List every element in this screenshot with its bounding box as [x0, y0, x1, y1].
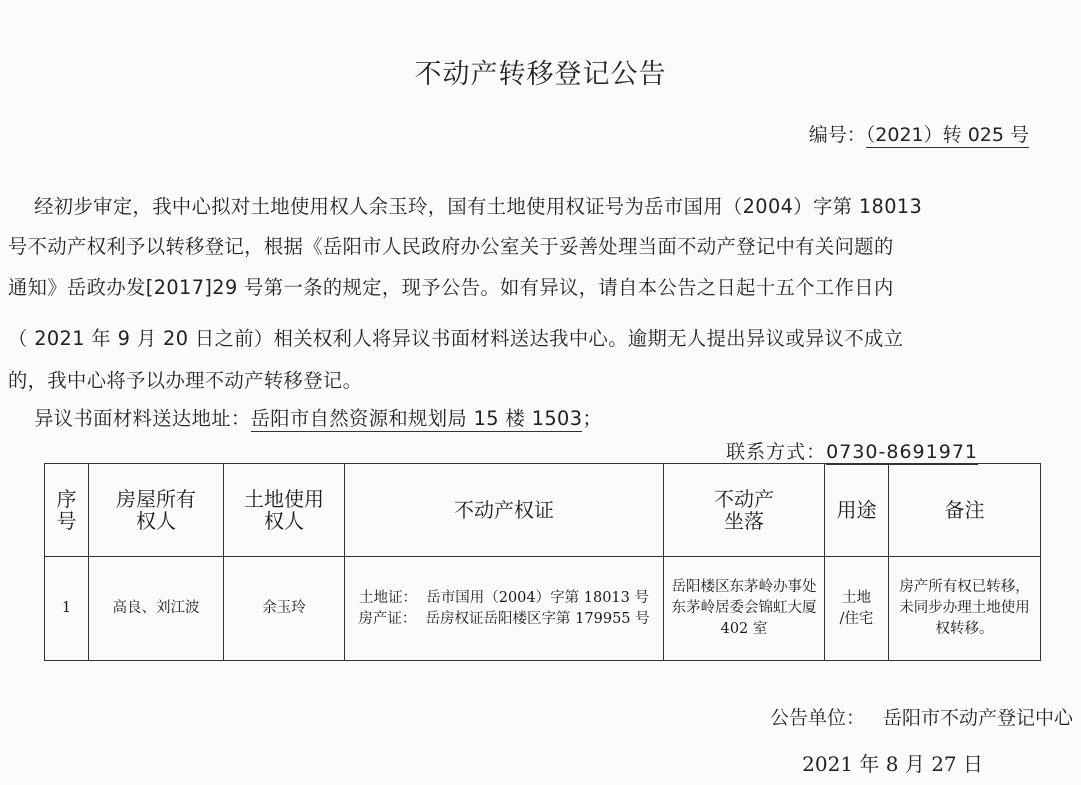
header-land-user: 土地使用 权人	[224, 464, 345, 557]
header-usage: 用途	[825, 464, 889, 557]
cell-certificate	[345, 557, 664, 661]
cell-location: 岳阳楼区东茅岭办事处东茅岭居委会锦虹大厦 402 室	[664, 557, 825, 661]
header-certificate: 不动产权证	[345, 464, 664, 557]
body-line-1: 经初步审定，我中心拟对土地使用权人余玉玲，国有土地使用权证号为岳市国用（2004）字第 18013	[8, 195, 923, 218]
objection-address-suffix: ；	[582, 407, 603, 430]
objection-address-value: 岳阳市自然资源和规划局 15 楼 1503	[250, 407, 583, 430]
document-number	[809, 120, 1029, 147]
document-number-label: 编号：	[808, 124, 866, 146]
issuer-name: 岳阳市不动产登记中心	[882, 707, 1073, 729]
house-certificate: 房产证： 岳房权证岳阳楼区字第 179955 号	[358, 610, 650, 627]
page-title: 不动产转移登记公告	[414, 59, 667, 90]
body-line-3: 通知》岳政办发[2017]29 号第一条的规定，现予公告。如有异议，请自本公告之日起十五个工作日内	[8, 276, 894, 299]
objection-address	[8, 403, 1038, 431]
issuer-label: 公告单位：	[769, 707, 865, 729]
body-line-5: 的，我中心将予以办理不动产转移登记。	[8, 369, 363, 392]
header-location: 不动产 坐落	[664, 464, 825, 557]
contact-label: 联系方式：	[726, 441, 827, 463]
contact-info	[726, 437, 978, 464]
cell-usage: 土地 /住宅	[825, 557, 889, 661]
cell-remark: 房产所有权已转移，未同步办理土地使用权转移。	[889, 557, 1041, 661]
objection-address-label: 异议书面材料送达地址：	[8, 407, 251, 430]
header-remark: 备注	[889, 464, 1041, 557]
header-house-owner: 房屋所有 权人	[89, 464, 224, 557]
cell-seq: 1	[45, 557, 89, 661]
issue-date: 2021 年 8 月 27 日	[802, 752, 983, 776]
table-row	[45, 557, 1041, 661]
cell-house-owner: 高良、刘江波	[89, 557, 224, 661]
contact-phone: 0730-8691971	[826, 441, 978, 463]
issuer	[770, 703, 1073, 730]
body-line-4: （ 2021 年 9 月 20 日之前）相关权利人将异议书面材料送达我中心。逾期无人提出异议或异议不成立	[8, 327, 904, 350]
body-line-2: 号不动产权利予以转移登记，根据《岳阳市人民政府办公室关于妥善处理当面不动产登记中有关问题的	[8, 235, 894, 258]
header-seq: 序 号	[45, 464, 89, 557]
land-certificate: 土地证： 岳市国用（2004）字第 18013 号	[359, 589, 649, 606]
table-header-row	[45, 464, 1041, 557]
records-table	[44, 463, 1041, 661]
cell-land-user: 余玉玲	[224, 557, 345, 661]
document-number-value: （2021）转 025 号	[865, 124, 1029, 146]
